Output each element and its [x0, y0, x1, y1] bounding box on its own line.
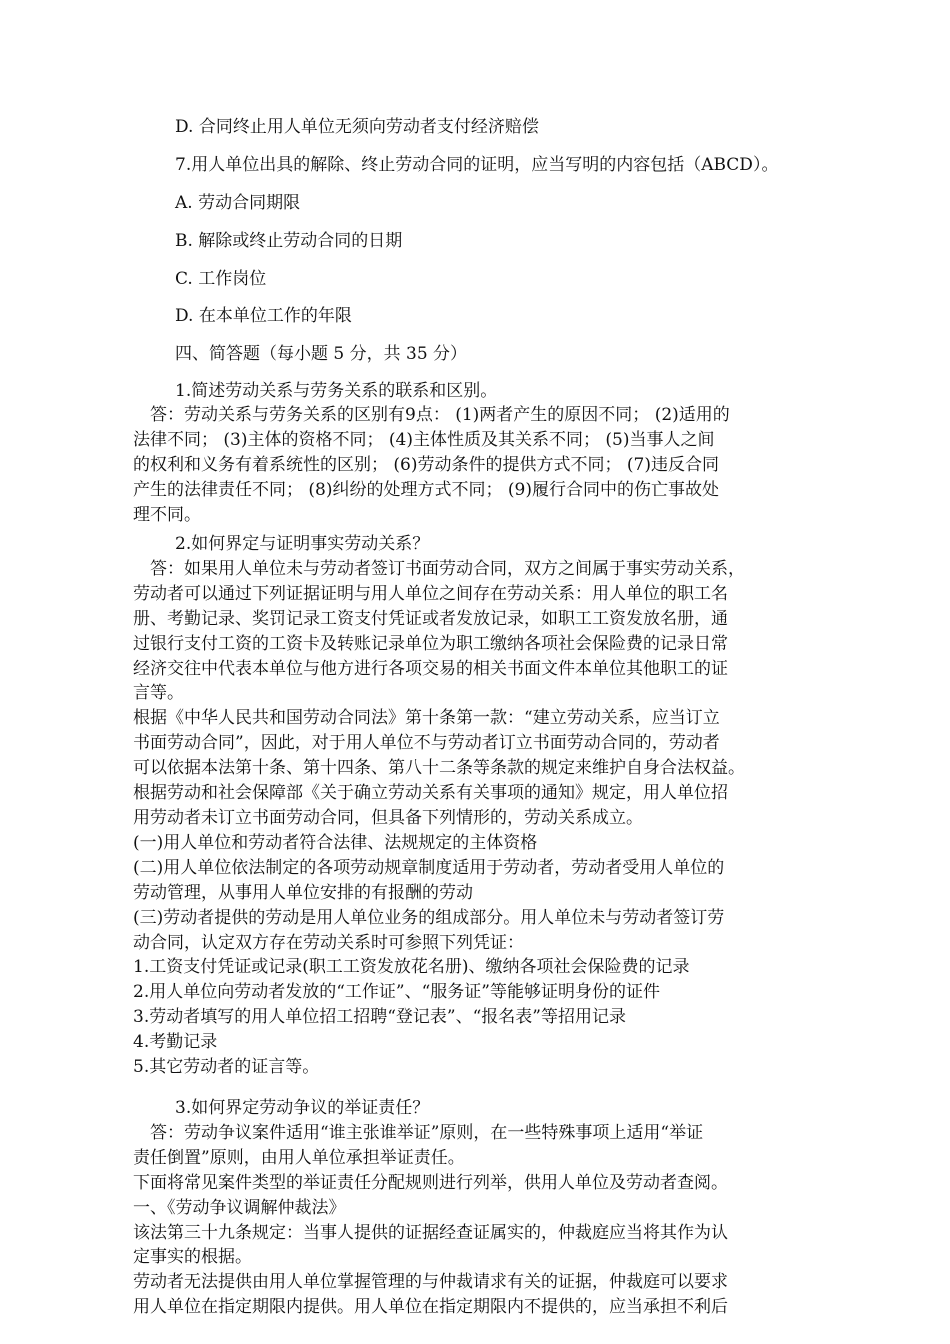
- q2-answer-line: (二)用人单位依法制定的各项劳动规章制度适用于劳动者，劳动者受用人单位的: [133, 858, 725, 878]
- q2-answer-line: 言等。: [133, 683, 184, 703]
- q2-answer-line: 过银行支付工资的工资卡及转账记录单位为职工缴纳各项社会保险费的记录日常: [133, 634, 728, 654]
- q3-answer-line: 答：劳动争议案件适用“谁主张谁举证”原则，在一些特殊事项上适用“举证: [150, 1123, 704, 1143]
- q2-answer-line: 3.劳动者填写的用人单位招工招聘“登记表”、“报名表”等招用记录: [133, 1007, 626, 1027]
- q2-answer-line: 可以依据本法第十条、第十四条、第八十二条等条款的规定来维护自身合法权益。: [133, 758, 745, 778]
- q1-title: 1.简述劳动关系与劳务关系的联系和区别。: [175, 381, 498, 401]
- q2-title: 2.如何界定与证明事实劳动关系？: [175, 534, 430, 554]
- q1-answer-line: 产生的法律责任不同； (8)纠纷的处理方式不同； (9)履行合同中的伤亡事故处: [133, 480, 719, 500]
- q2-answer-line: 劳动者可以通过下列证据证明与用人单位之间存在劳动关系：用人单位的职工名: [133, 584, 728, 604]
- q2-answer-line: (三)劳动者提供的劳动是用人单位业务的组成部分。用人单位未与劳动者签订劳: [133, 908, 725, 928]
- q3-title: 3.如何界定劳动争议的举证责任？: [175, 1098, 430, 1118]
- q3-answer-line: 劳动者无法提供由用人单位掌握管理的与仲裁请求有关的证据，仲裁庭可以要求: [133, 1272, 728, 1292]
- q2-answer-line: 经济交往中代表本单位与他方进行各项交易的相关书面文件本单位其他职工的证: [133, 659, 728, 679]
- q2-answer-line: 册、考勤记录、奖罚记录工资支付凭证或者发放记录，如职工工资发放名册，通: [133, 609, 728, 629]
- q2-answer-line: 2.用人单位向劳动者发放的“工作证”、“服务证”等能够证明身份的证件: [133, 982, 660, 1002]
- q3-answer-line: 定事实的根据。: [133, 1247, 252, 1267]
- q2-answer-line: 4.考勤记录: [133, 1032, 218, 1052]
- q3-answer-line: 该法第三十九条规定：当事人提供的证据经查证属实的，仲裁庭应当将其作为认: [133, 1223, 728, 1243]
- q1-answer-line: 理不同。: [133, 505, 201, 525]
- q1-answer-line: 答：劳动关系与劳务关系的区别有9点： (1)两者产生的原因不同； (2)适用的: [150, 405, 730, 425]
- q2-answer-line: (一)用人单位和劳动者符合法律、法规规定的主体资格: [133, 833, 538, 853]
- q2-answer-line: 用劳动者未订立书面劳动合同，但具备下列情形的，劳动关系成立。: [133, 808, 643, 828]
- q2-answer-line: 根据劳动和社会保障部《关于确立劳动关系有关事项的通知》规定，用人单位招: [133, 783, 728, 803]
- q2-answer-line: 答：如果用人单位未与劳动者签订书面劳动合同，双方之间属于事实劳动关系，: [150, 559, 745, 579]
- q2-answer-line: 5.其它劳动者的证言等。: [133, 1057, 320, 1077]
- option-d-line: D. 合同终止用人单位无须向劳动者支付经济赔偿: [175, 117, 539, 137]
- q2-answer-line: 动合同，认定双方存在劳动关系时可参照下列凭证：: [133, 933, 524, 953]
- q3-answer-line: 一、《劳动争议调解仲裁法》: [133, 1198, 346, 1218]
- question-7-line: 7.用人单位出具的解除、终止劳动合同的证明，应当写明的内容包括（ABCD）。: [175, 155, 779, 175]
- option-d2-line: D. 在本单位工作的年限: [175, 306, 352, 326]
- option-b-line: B. 解除或终止劳动合同的日期: [175, 231, 403, 251]
- q3-answer-line: 责任倒置”原则，由用人单位承担举证责任。: [133, 1148, 465, 1168]
- option-a-line: A. 劳动合同期限: [175, 193, 301, 213]
- q3-answer-line: 用人单位在指定期限内提供。用人单位在指定期限内不提供的，应当承担不利后: [133, 1297, 728, 1317]
- q1-answer-line: 的权利和义务有着系统性的区别； (6)劳动条件的提供方式不同； (7)违反合同: [133, 455, 719, 475]
- section-heading: 四、简答题（每小题 5 分，共 35 分）: [175, 344, 468, 364]
- q3-answer-line: 下面将常见案件类型的举证责任分配规则进行列举，供用人单位及劳动者查阅。: [133, 1173, 728, 1193]
- q2-answer-line: 1.工资支付凭证或记录(职工工资发放花名册)、缴纳各项社会保险费的记录: [133, 957, 690, 977]
- q1-answer-line: 法律不同； (3)主体的资格不同； (4)主体性质及其关系不同； (5)当事人之间: [133, 430, 715, 450]
- q2-answer-line: 书面劳动合同”，因此，对于用人单位不与劳动者订立书面劳动合同的，劳动者: [133, 733, 720, 753]
- q2-answer-line: 劳动管理，从事用人单位安排的有报酬的劳动: [133, 883, 473, 903]
- q2-answer-line: 根据《中华人民共和国劳动合同法》第十条第一款：“建立劳动关系，应当订立: [133, 708, 720, 728]
- option-c-line: C. 工作岗位: [175, 269, 267, 289]
